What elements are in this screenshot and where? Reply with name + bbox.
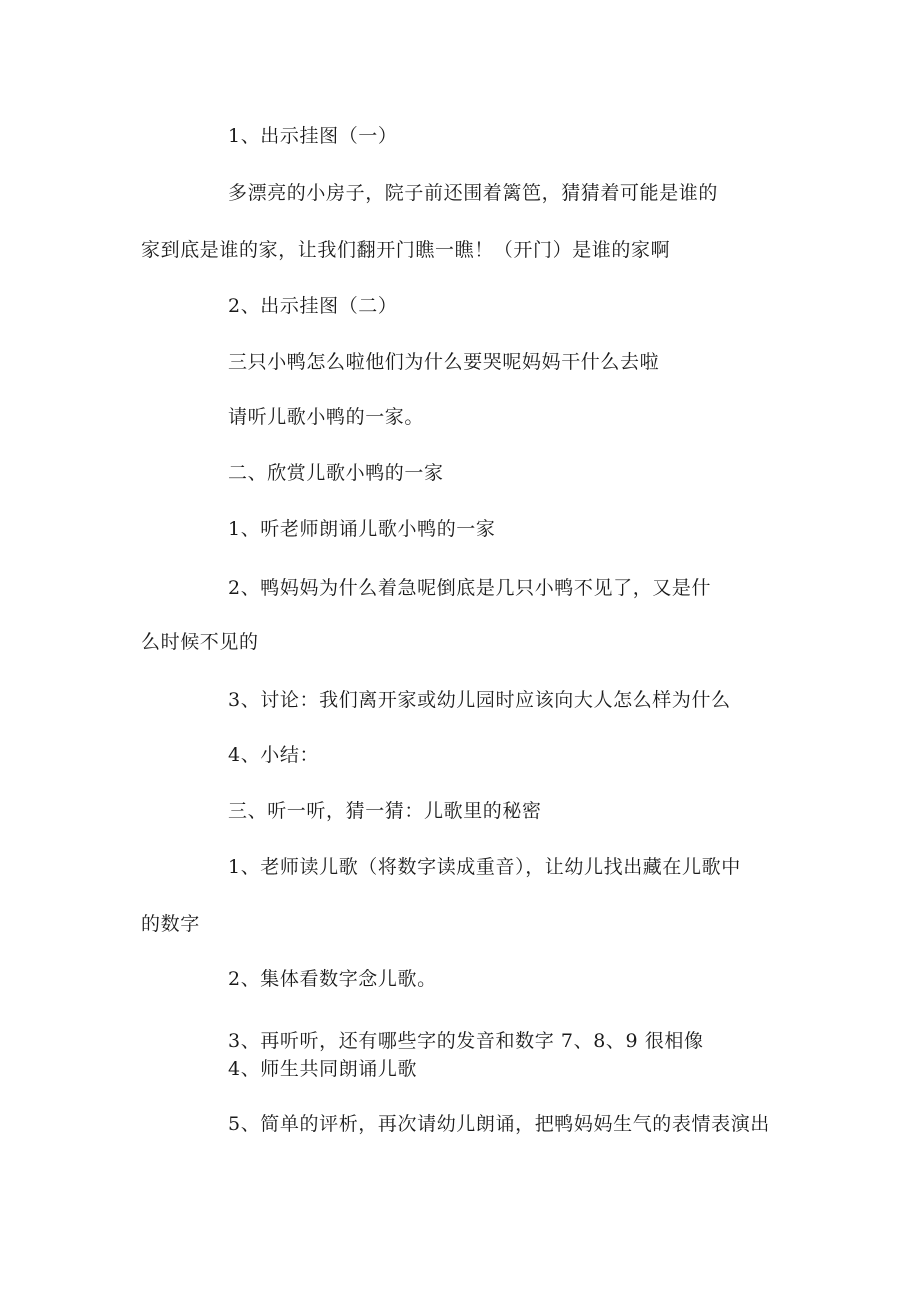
- paragraph-line: 的数字: [141, 913, 200, 935]
- paragraph-line: 三只小鸭怎么啦他们为什么要哭呢妈妈干什么去啦: [228, 351, 660, 373]
- list-item: 3、再听听，还有哪些字的发音和数字 7、8、9 很相像: [228, 1030, 704, 1052]
- paragraph-line: 多漂亮的小房子，院子前还围着篱笆，猜猜着可能是谁的: [228, 182, 719, 204]
- list-item: 2、集体看数字念儿歌。: [228, 968, 437, 990]
- step-show-picture-2: 2、出示挂图（二）: [228, 295, 398, 317]
- list-item: 1、听老师朗诵儿歌小鸭的一家: [228, 518, 496, 540]
- paragraph-line: 请听儿歌小鸭的一家。: [228, 406, 425, 428]
- list-item: 5、简单的评析，再次请幼儿朗诵，把鸭妈妈生气的表情表演出: [228, 1113, 770, 1135]
- section-heading-2: 二、欣赏儿歌小鸭的一家: [228, 462, 444, 484]
- paragraph-line: 家到底是谁的家，让我们翻开门瞧一瞧！（开门）是谁的家啊: [141, 239, 671, 261]
- step-show-picture-1: 1、出示挂图（一）: [228, 125, 398, 147]
- paragraph-line: 么时候不见的: [141, 631, 259, 653]
- list-item: 4、师生共同朗诵儿歌: [228, 1058, 418, 1080]
- list-item: 1、老师读儿歌（将数字读成重音），让幼儿找出藏在儿歌中: [228, 856, 741, 878]
- list-item: 2、鸭妈妈为什么着急呢倒底是几只小鸭不见了，又是什: [228, 577, 712, 599]
- list-item: 4、小结：: [228, 744, 320, 766]
- list-item: 3、讨论：我们离开家或幼儿园时应该向大人怎么样为什么: [228, 689, 731, 711]
- section-heading-3: 三、听一听，猜一猜：儿歌里的秘密: [228, 800, 542, 822]
